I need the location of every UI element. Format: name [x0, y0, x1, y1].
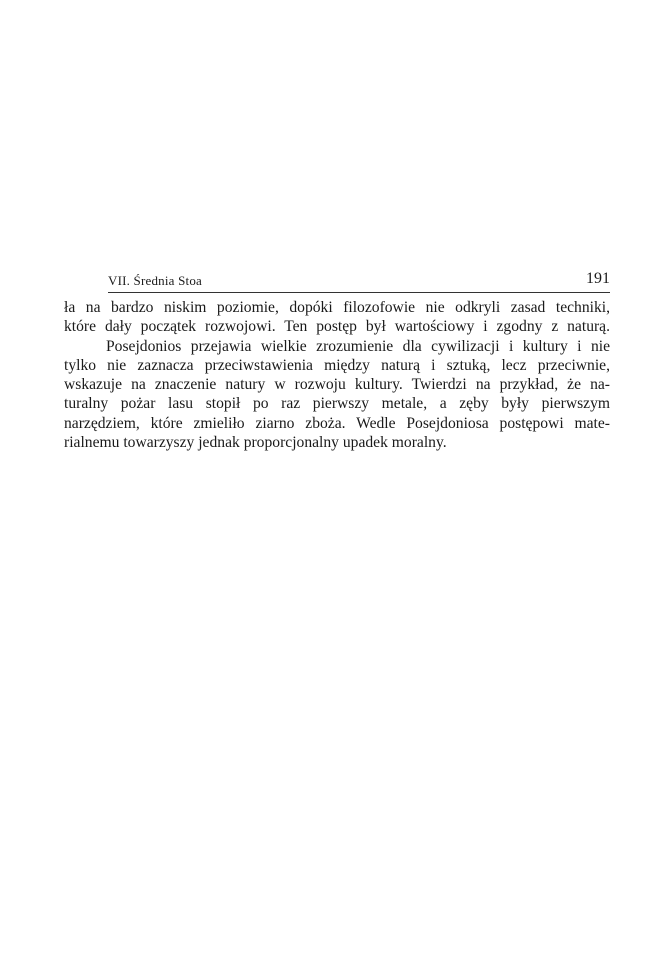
text-line: tylko nie zaznacza przeciwstawienia między naturą i sztuką, lecz przeciwnie, [64, 356, 610, 374]
text-line: narzędziem, które zmieliło ziarno zboża. Wedle Posejdoniosa postępowi mate- [64, 414, 610, 432]
text-line: ła na bardzo niskim poziomie, dopóki filozofowie nie odkryli zasad techniki, [64, 299, 610, 316]
running-header [108, 270, 610, 293]
section-title: VII. Średnia Stoa [108, 273, 203, 288]
body-text [64, 298, 610, 452]
text-line: które dały początek rozwojowi. Ten postęp był wartościowy i zgodny z naturą. [64, 318, 610, 336]
text-line: turalny pożar lasu stopił po raz pierwszy metale, a zęby były pierwszym [64, 395, 610, 413]
paragraph-last-line: rialnemu towarzyszy jednak proporcjonalny upadek moralny. [64, 434, 447, 452]
text-line: wskazuje na znaczenie natury w rozwoju kultury. Twierdzi na przykład, że na- [64, 376, 610, 394]
page-number: 191 [586, 270, 610, 287]
paragraph-first-line: Posejdonios przejawia wielkie zrozumienie dla cywilizacji i kultury i nie [106, 337, 610, 355]
